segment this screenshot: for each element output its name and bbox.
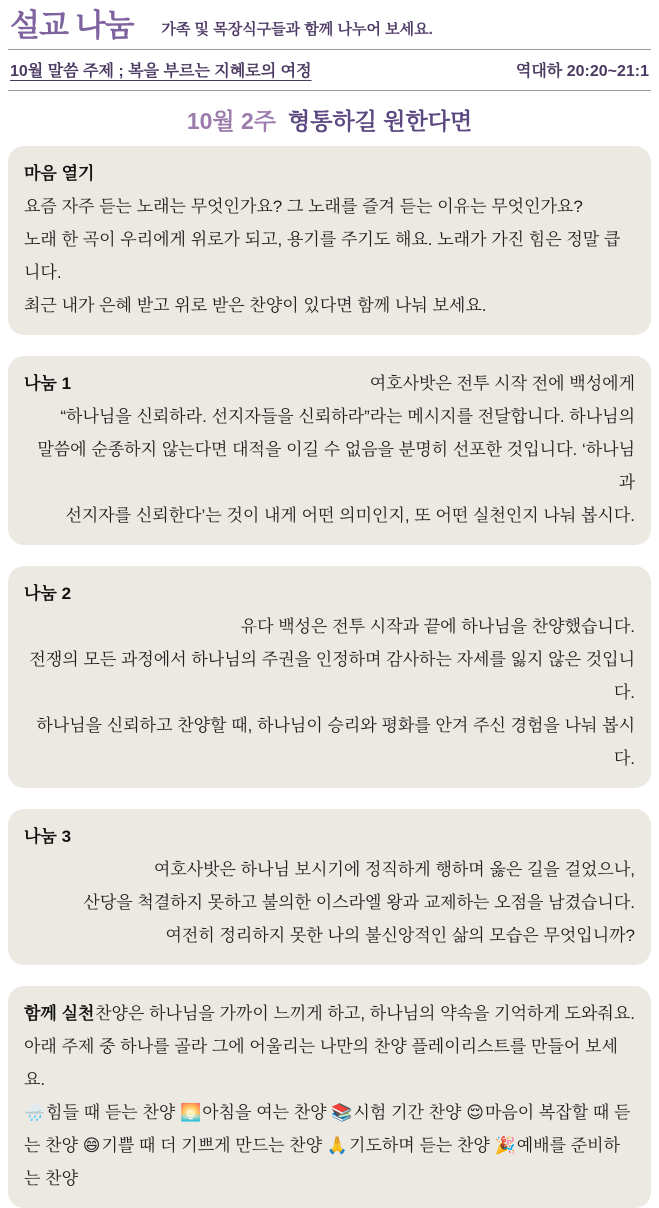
section-title: 나눔 3 (24, 826, 72, 846)
section-text-line: 전쟁의 모든 과정에서 하나님의 주권을 인정하며 감사하는 자세를 잃지 않은 것입니다. (29, 649, 635, 702)
section-text-line: 노래 한 곡이 우리에게 위로가 되고, 용기를 주기도 해요. 노래가 가진 힘은 정말 큽니다. (24, 229, 621, 282)
section-text-line: 말씀에 순종하지 않는다면 대적을 이길 수 없음을 분명히 선포한 것입니다. ‘하나님과 (37, 439, 635, 492)
practice-intro-line: 아래 주제 중 하나를 골라 그에 어울리는 나만의 찬양 플레이리스트를 만들어 보세요. (24, 1036, 618, 1089)
sermon-title: 형통하길 원한다면 (288, 107, 473, 134)
section-text-line: 요즘 자주 듣는 노래는 무엇인가요? 그 노래를 즐겨 듣는 이유는 무엇인가요? (24, 196, 583, 216)
page-title: 설교 나눔 (10, 8, 134, 43)
folded-hands-emoji: 🙏 (326, 1135, 349, 1155)
section-title-row (24, 367, 635, 400)
section-practice-together (8, 986, 651, 1208)
section-text-line: 하나님을 신뢰하고 찬양할 때, 하나님이 승리와 평화를 안겨 주신 경험을 나눠 봅시다. (36, 715, 635, 768)
section-text-line: “하나님을 신뢰하라. 선지자들을 신뢰하라”라는 메시지를 전달합니다. 하나님의 (60, 406, 635, 426)
praise-topic-label: 힘들 때 듣는 찬양 (46, 1102, 181, 1122)
week-label: 10월 2주 (186, 107, 277, 134)
praise-topic-label: 아침을 여는 찬양 (202, 1102, 332, 1122)
sunrise-emoji: 🌅 (180, 1102, 202, 1122)
relieved-face-emoji: 😌 (466, 1102, 484, 1122)
section-sharing-2 (8, 566, 651, 788)
scripture-reference: 역대하 20:20~21:1 (515, 62, 649, 80)
monthly-theme-label: 10월 말씀 주제 ; 복을 부르는 지혜로의 여정 (10, 62, 312, 80)
section-text-line: 여전히 정리하지 못한 나의 불신앙적인 삶의 모습은 무엇입니까? (165, 925, 635, 945)
section-title: 나눔 1 (24, 373, 72, 393)
section-sharing-3 (8, 809, 651, 965)
section-title-row (24, 997, 635, 1030)
section-title: 함께 실천 (24, 1003, 95, 1023)
praise-topic-label: 기도하며 듣는 찬양 (349, 1135, 495, 1155)
section-text-line: 선지자를 신뢰한다’는 것이 내게 어떤 의미인지, 또 어떤 실천인지 나눠 봅시다. (65, 505, 635, 525)
page-subtitle: 가족 및 목장식구들과 함께 나누어 보세요. (161, 20, 433, 38)
section-text-line: 여호사밧은 하나님 보시기에 정직하게 행하며 옳은 길을 걸었으나, (153, 859, 635, 879)
books-emoji: 📚 (331, 1102, 353, 1122)
praise-topics (24, 1096, 635, 1195)
section-text-line: 여호사밧은 전투 시작 전에 백성에게 (369, 373, 635, 393)
praise-topic-label: 시험 기간 찬양 (353, 1102, 467, 1122)
week-title-row (8, 91, 651, 146)
praise-topic-label: 기쁠 때 더 기쁘게 만드는 찬양 (101, 1135, 327, 1155)
section-sharing-1 (8, 356, 651, 545)
praise-topic-label: 예배를 준비하는 찬양 (24, 1135, 621, 1188)
section-text-line: 산당을 척결하지 못하고 불의한 이스라엘 왕과 교제하는 오점을 남겼습니다. (83, 892, 635, 912)
section-title: 나눔 2 (24, 583, 72, 603)
theme-row (8, 50, 651, 90)
practice-intro-line: 찬양은 하나님을 가까이 느끼게 하고, 하나님의 약속을 기억하게 도와줘요. (95, 1003, 635, 1023)
grinning-face-emoji: 😄 (82, 1135, 101, 1155)
section-text-line: 유다 백성은 전투 시작과 끝에 하나님을 찬양했습니다. (240, 616, 635, 636)
party-popper-emoji: 🎉 (494, 1135, 516, 1155)
rain-cloud-emoji: 🌧️ (24, 1102, 46, 1122)
praise-topic-label: 마음이 복잡할 때 듣는 찬양 (24, 1102, 631, 1155)
header (8, 8, 651, 49)
section-title: 마음 열기 (24, 163, 95, 183)
section-heart-opening (8, 146, 651, 335)
section-text-line: 최근 내가 은혜 받고 위로 받은 찬양이 있다면 함께 나눠 보세요. (24, 295, 487, 315)
